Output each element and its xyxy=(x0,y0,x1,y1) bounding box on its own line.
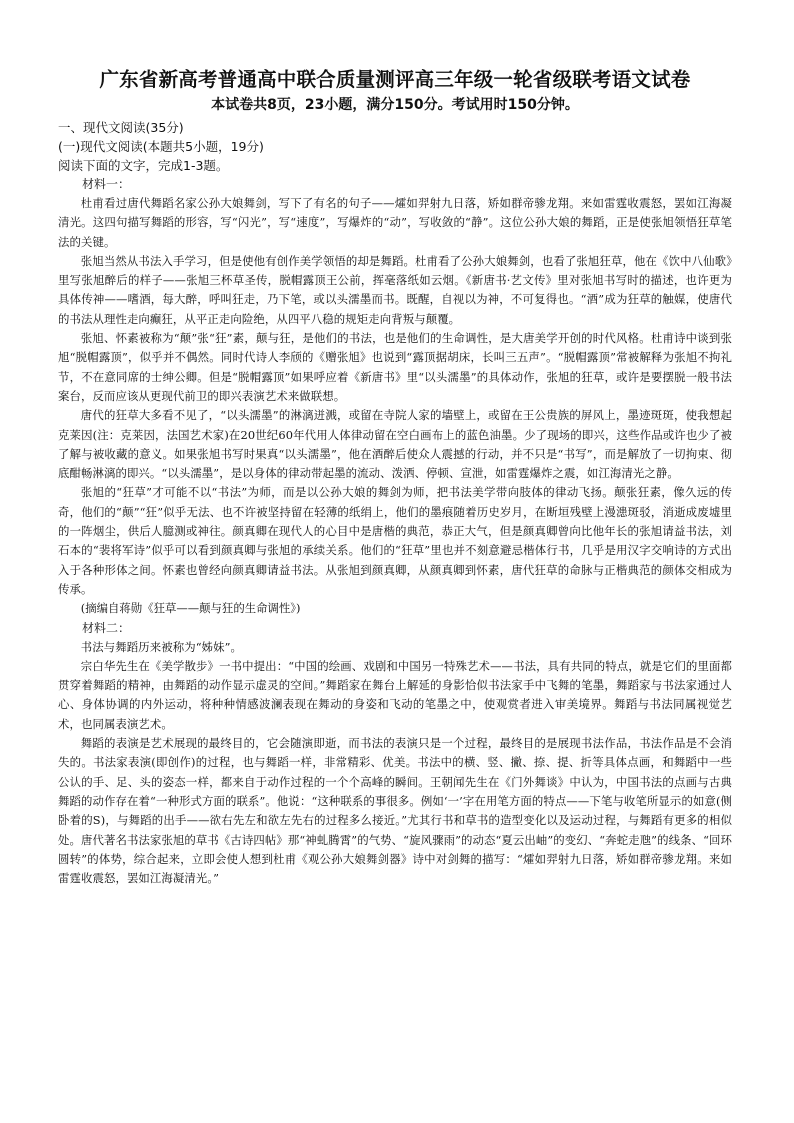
exam-subtitle: 本试卷共8页，23小题，满分150分。考试用时150分钟。 xyxy=(211,97,579,113)
material-1-source: (摘编自蒋勋《狂草——颠与狂的生命调性》) xyxy=(80,601,301,616)
material-1-paragraph: 张旭、怀素被称为“颠”张“狂”素，颠与狂，是他们的书法，也是他们的生命调性，是大唐美学开创的时代风格。杜甫诗中谈到张旭“脱帽露顶”，似乎并不偶然。同时代诗人李颀的《赠张旭》也说到“露顶据胡床，长叫三五声”。“脱帽露顶”常被解释为张旭不拘礼节，不在意同席的士绅公卿。但是“脱帽露顶”如果呼应着《新唐书》里“以头濡墨”的具体动作，张旭的狂草，或许是要摆脱一般书法案台，反而应该从更现代前卫的即兴表演艺术来做联想。 xyxy=(58,331,732,403)
section-heading: 一、现代文阅读(35分) xyxy=(58,120,184,135)
material-2-paragraph: 舞蹈的表演是艺术展现的最终目的，它会随演即逝，而书法的表演只是一个过程，最终目的是展现书法作品，书法作品是不会消失的。书法家表演(即创作)的过程，也与舞蹈一样，非常精彩、优美。书法中的横、竖、撇、捺、提、折等具体点画，和舞蹈中一些公认的手、足、头的姿态一样，都来自于动作过程的一个个高峰的瞬间。王朝闻先生在《门外舞谈》中认为，中国书法的点画与古典舞蹈的动作存在着“一种形式方面的联系”。他说：“这种联系的事很多。例如‘一’字在用笔方面的特点——下笔与收笔所显示的如意(侧卧着的S)，与舞蹈的出手——欲右先左和欲左先右的过程多么接近。”尤其行书和草书的造型变化以及运动过程，与舞蹈有更多的相似处。唐代著名书法家张旭的草书《古诗四帖》那“神虬腾霄”的气势、“旋风骤雨”的动态“夏云出岫”的变幻、“奔蛇走虺”的线条、“回环圆转”的体势，综合起来，立即会使人想到杜甫《观公孙大娘舞剑器》诗中对剑舞的描写：“㸌如羿射九日落，矫如群帝骖龙翔。来如雷霆收震怒，罢如江海凝清光。” xyxy=(58,736,732,886)
material-1-paragraph: 杜甫看过唐代舞蹈名家公孙大娘舞剑，写下了有名的句子——㸌如羿射九日落，矫如群帝骖龙翔。来如雷霆收震怒，罢如江海凝清光。这四句描写舞蹈的形容，写“闪光”，写“速度”，写爆炸的“动”，写收敛的“静”。这位公孙大娘的舞蹈，正是使张旭领悟狂草笔法的关键。 xyxy=(58,196,732,249)
material-2-paragraph: 书法与舞蹈历来被称为“姊妹”。 xyxy=(80,639,243,654)
reading-instruction: 阅读下面的文字，完成1-3题。 xyxy=(58,158,229,173)
exam-title: 广东省新高考普通高中联合质量测评高三年级一轮省级联考语文试卷 xyxy=(99,68,691,91)
material-1-paragraph: 张旭当然从书法入手学习，但是使他有创作美学领悟的却是舞蹈。杜甫看了公孙大娘舞剑，也看了张旭狂草，他在《饮中八仙歌》里写张旭醉后的样子——张旭三杯草圣传，脱帽露顶王公前，挥毫落纸如云烟。《新唐书·艺文传》里对张旭书写时的描述，也许更为具体传神——嗜酒，每大醉，呼叫狂走，乃下笔，或以头濡墨而书。既醒，自视以为神，不可复得也。“酒”成为狂草的触媒，使唐代的书法从理性走向癫狂，从平正走向险绝，从四平八稳的规矩走向背叛与颠覆。 xyxy=(58,253,732,326)
material-1-paragraph: 唐代的狂草大多看不见了，“以头濡墨”的淋漓迸溅，或留在寺院人家的墙壁上，或留在王公贵族的屏风上，墨迹斑斑，使我想起克莱因(注：克莱因，法国艺术家)在20世纪60年代用人体律动留在空白画布上的蓝色油墨。少了现场的即兴，这些作品或许也少了被了解与被收藏的意义。如果张旭书写时果真“以头濡墨”，他在酒醉后使众人震撼的行动，并不只是“书写”，而是解放了一切拘束、彻底酣畅淋漓的即兴。“以头濡墨”，是以身体的律动带起墨的流动、泼洒、停顿、宣泄，如雷霆爆炸之震，如江海清光之静。 xyxy=(58,408,732,481)
material-2-label: 材料二： xyxy=(82,620,131,635)
subsection-heading: (一)现代文阅读(本题共5小题，19分) xyxy=(58,139,264,154)
material-1-label: 材料一： xyxy=(82,177,131,191)
material-2-paragraph: 宗白华先生在《美学散步》一书中提出：“中国的绘画、戏剧和中国另一特殊艺术——书法，具有共同的特点，就是它们的里面都贯穿着舞蹈的精神，由舞蹈的动作显示虚灵的空间。”舞蹈家在舞台上解延的身影恰似书法家手中飞舞的笔墨，舞蹈家与书法家通过人心、身体协调的内外运动，将种种情感波澜表现在舞动的身姿和飞动的笔墨之中，使观赏者进入审美境界。舞蹈与书法同属视觉艺术，也同属表演艺术。 xyxy=(58,658,732,731)
material-1-paragraph: 张旭的“狂草”才可能不以“书法”为师，而是以公孙大娘的舞剑为师，把书法美学带向肢体的律动飞扬。颠张狂素，像久远的传奇，他们的“颠”“狂”似乎无法、也不许被坚持留在轻薄的纸绢上，他们的墨痕随着历史岁月，在断垣残壁上漫漶斑驳，消逝成废墟里的一阵烟尘，供后人臆测或神往。颜真卿在现代人的心目中是唐楷的典范，恭正大气，但是颜真卿曾向比他年长的张旭请益书法，刘石本的“裴将军诗”似乎可以看到颜真卿与张旭的承续关系。他们的“狂草”里也并不刻意避忌楷体行书，几乎是用汉字交响诗的方式出入于各种形体之间。怀素也曾经向颜真卿请益书法。从张旭到颜真卿，从颜真卿到怀素，唐代狂草的命脉与正楷典范的颜体交相成为传承。 xyxy=(58,485,732,596)
